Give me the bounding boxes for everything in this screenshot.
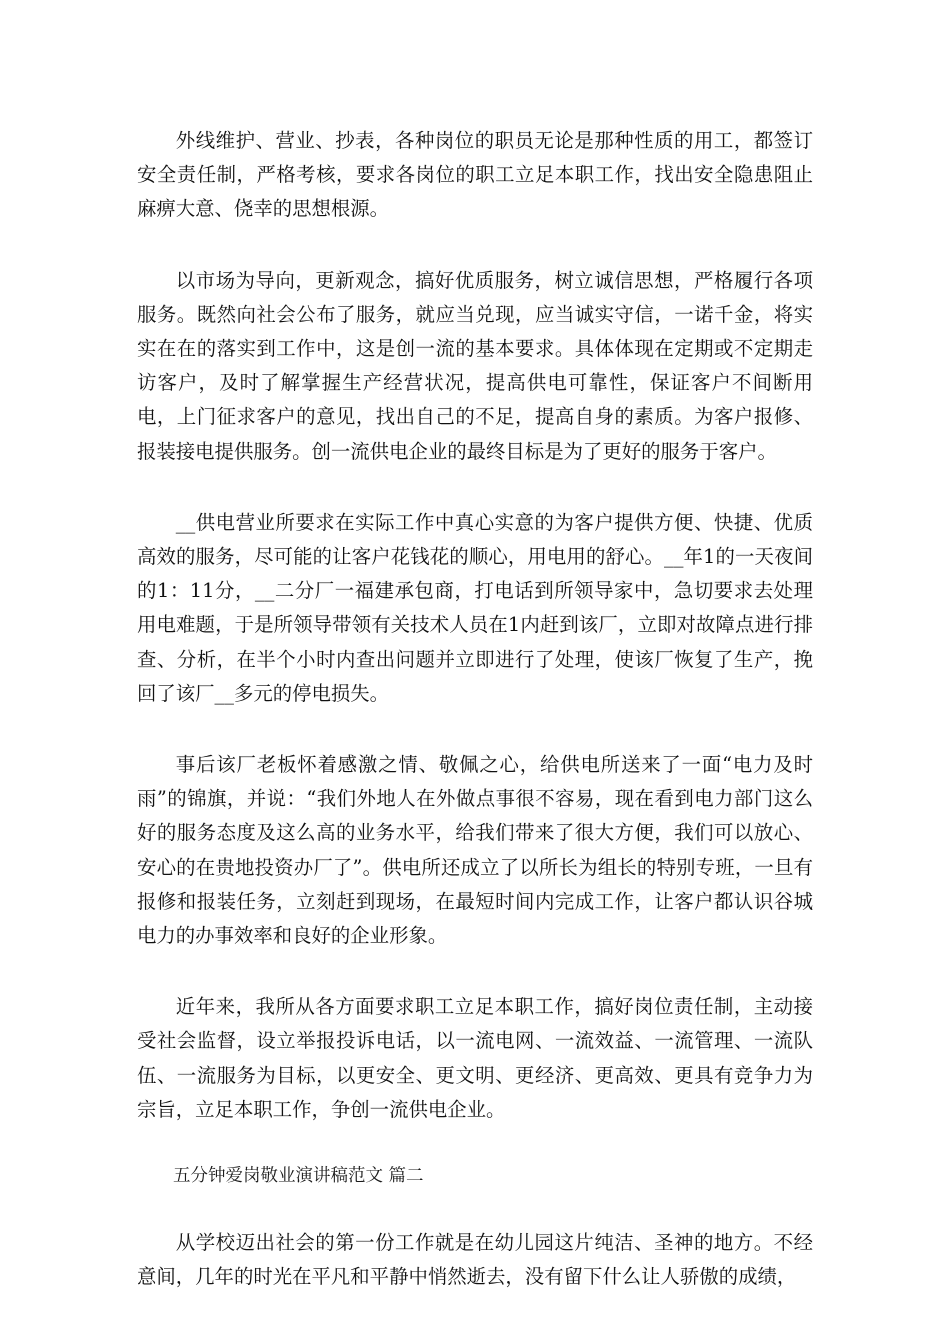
document-page [137,124,813,1331]
paragraph-kindergarten: 从学校迈出社会的第一份工作就是在幼儿园这片纯洁、圣神的地方。不经意间，几年的时光在平凡和平静中悄然逝去，没有留下什么让人骄傲的成绩， [137,1231,813,1289]
paragraph-safety-responsibility: 外线维护、营业、抄表，各种岗位的职员无论是那种性质的用工，都签订安全责任制，严格考核，要求各岗位的职工立足本职工作，找出安全隐患阻止麻痹大意、侥幸的思想根源。 [137,129,813,221]
paragraph-service-example: __供电营业所要求在实际工作中真心实意的为客户提供方便、快捷、优质高效的服务，尽可能的让客户花钱花的顺心，用电用的舒心。__年1的一天夜间的1：11分，__二分厂一福建承包商，打电话到所领导家中，急切要求去处理用电难题，于是所领导带领有关技术人员在1内赶到该厂，立即对故障点进行排查、分析，在半个小时内查出问题并立即进行了处理，使该厂恢复了生产，挽回了该厂__多元的停电损失。 [137,510,813,705]
paragraph-market-orientation: 以市场为导向，更新观念，搞好优质服务，树立诚信思想，严格履行各项服务。既然向社会公布了服务，就应当兑现，应当诚实守信，一诺千金，将实实在在的落实到工作中，这是创一流的基本要求。具体体现在定期或不定期走访客户，及时了解掌握生产经营状况，提高供电可靠性，保证客户不间断用电，上门征求客户的意见，找出自己的不足，提高自身的素质。为客户报修、报装接电提供服务。创一流供电企业的最终目标是为了更好的服务于客户。 [137,268,813,463]
paragraph-recent-years: 近年来，我所从各方面要求职工立足本职工作，搞好岗位责任制，主动接受社会监督，设立举报投诉电话，以一流电网、一流效益、一流管理、一流队伍、一流服务为目标，以更安全、更文明、更经济、更高效、更具有竞争力为宗旨，立足本职工作，争创一流供电企业。 [137,995,813,1121]
section-heading: 五分钟爱岗敬业演讲稿范文 篇二 [173,1166,424,1187]
paragraph-customer-gratitude: 事后该厂老板怀着感激之情、敬佩之心，给供电所送来了一面“电力及时雨”的锦旗，并说：“我们外地人在外做点事很不容易，现在看到电力部门这么好的服务态度及这么高的业务水平，给我们带来了很大方便，我们可以放心、安心的在贵地投资办厂了”。供电所还成立了以所长为组长的特别专班，一旦有报修和报装任务，立刻赶到现场，在最短时间内完成工作，让客户都认识谷城电力的办事效率和良好的企业形象。 [137,753,813,948]
